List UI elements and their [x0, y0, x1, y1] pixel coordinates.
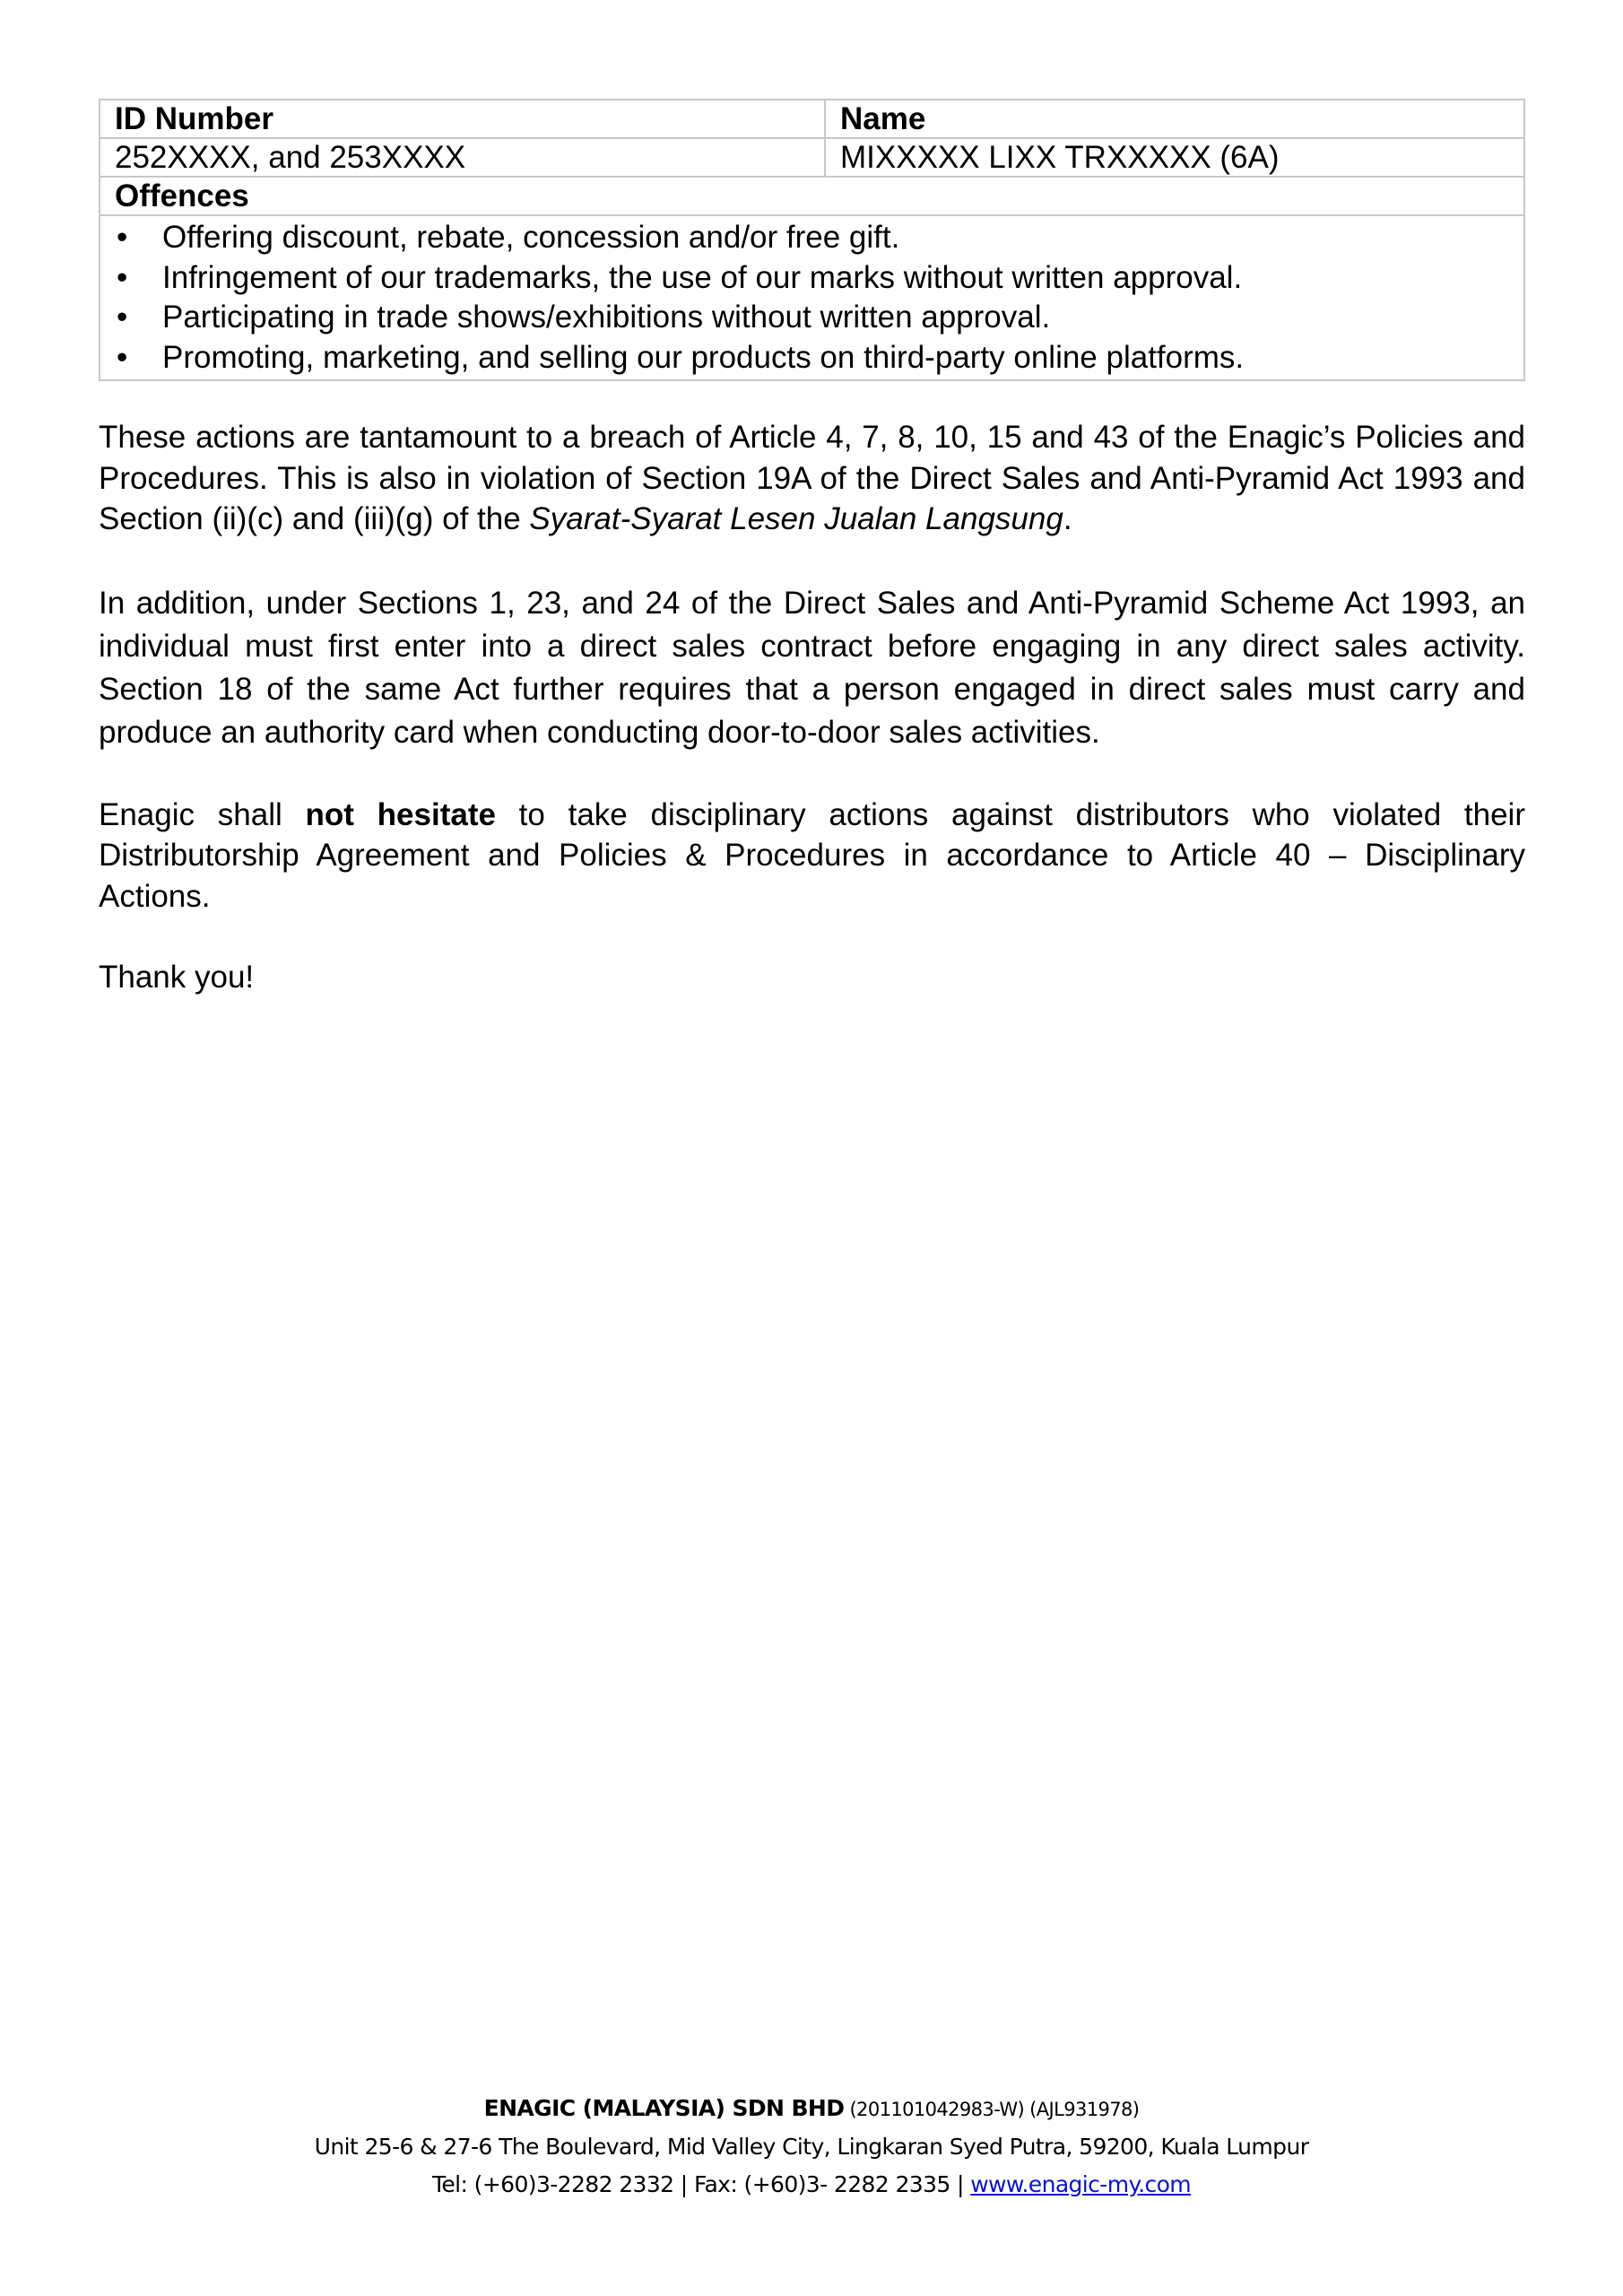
footer-contact-line [0, 2166, 1623, 2204]
bullet-icon: • [117, 220, 128, 255]
footer-address: Unit 25-6 & 27-6 The Boulevard, Mid Valley City, Lingkaran Syed Putra, 59200, Kuala Lumpur [314, 2134, 1309, 2160]
paragraph-legal-requirements: In addition, under Sections 1, 23, and 24 of the Direct Sales and Anti-Pyramid Scheme Act 1993, an individual must first enter into a direct sales contract before engaging in any direct sales activity. Section 18 of the same Act further requires that a person engaged in direct sales must carry and produce an authority card when conducting door-to-door sales activities. [99, 585, 1525, 750]
cell-id-number: 252XXXX, and 253XXXX [100, 138, 825, 177]
offences-row [100, 215, 1524, 380]
letterhead-footer [0, 2090, 1623, 2204]
list-item [113, 338, 1509, 378]
paragraph-breach [99, 417, 1525, 540]
website-link[interactable]: www.enagic-my.com [970, 2171, 1192, 2197]
paragraph-text: . [1063, 501, 1072, 536]
offences-header-row [100, 177, 1524, 215]
header-name: Name [825, 100, 1524, 138]
document-page [99, 99, 1525, 998]
cell-name: MIXXXXX LIXX TRXXXXX (6A) [825, 138, 1524, 177]
list-item [113, 218, 1509, 258]
footer-company-line [0, 2090, 1623, 2128]
company-name: ENAGIC (MALAYSIA) SDN BHD [483, 2095, 845, 2121]
offence-text: Promoting, marketing, and selling our products on third-party online platforms. [162, 339, 1245, 375]
offence-list [113, 218, 1509, 378]
paragraph-text: These actions are tantamount to a breach of Article 4, 7, 8, 10, 15 and 43 of the Enagic’s Policies and Procedures. This is also in violation of Section 19A of the Direct Sales and Anti-Pyramid Act 1993 and Section (ii)(c) and (iii)(g) of the [99, 420, 1525, 536]
bullet-icon: • [117, 339, 128, 375]
offences-cell [100, 215, 1524, 380]
closing-text: Thank you! [99, 960, 255, 995]
header-id-number: ID Number [100, 100, 825, 138]
paragraph-text: Enagic shall [99, 796, 306, 832]
company-registration: (201101042983-W) (AJL931978) [844, 2099, 1140, 2120]
bold-emphasis: not hesitate [305, 796, 496, 832]
paragraph-disciplinary [99, 795, 1525, 918]
footer-contact: Tel: (+60)3-2282 2332 | Fax: (+60)3- 2282 2335 | [431, 2171, 971, 2197]
offence-text: Offering discount, rebate, concession and/or free gift. [162, 220, 900, 255]
bullet-icon: • [117, 259, 128, 295]
paragraph-text: to take disciplinary actions against distributors who violated their Distributorship Agreement and Policies & Procedures in accordance to Article 40 – Disciplinary Actions. [99, 796, 1525, 914]
table-row [100, 138, 1524, 177]
list-item [113, 258, 1509, 299]
offence-text: Infringement of our trademarks, the use of our marks without written approval. [162, 259, 1243, 295]
italic-title: Syarat-Syarat Lesen Jualan Langsung [529, 501, 1063, 536]
bullet-icon: • [117, 300, 128, 335]
table-header-row [100, 100, 1524, 138]
offence-table [99, 99, 1525, 381]
list-item [113, 298, 1509, 338]
header-offences: Offences [100, 177, 1524, 215]
offence-text: Participating in trade shows/exhibitions without written approval. [162, 300, 1051, 335]
